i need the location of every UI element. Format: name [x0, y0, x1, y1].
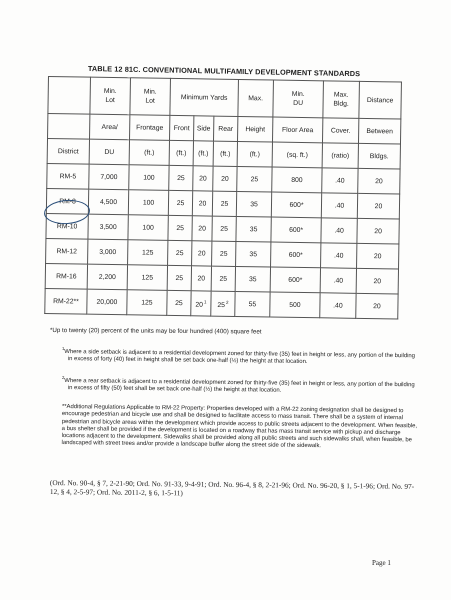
front-yard-cell: 25	[168, 240, 192, 265]
height-cell: 25	[237, 166, 272, 192]
footnote-marker: 1	[203, 299, 207, 305]
between-cell: 20	[357, 218, 399, 244]
lot-area-cell: 20,000	[87, 289, 127, 315]
front-yard-cell: 25	[169, 165, 193, 190]
table-row	[45, 288, 398, 319]
side-yard-cell: 20	[192, 241, 212, 266]
header-du: DU	[89, 139, 129, 165]
rear-yard-cell: 25	[211, 266, 235, 291]
side-yard-cell	[191, 291, 211, 316]
footnote-rm22-regulations	[61, 404, 420, 452]
footnote-paragraph	[62, 345, 420, 368]
footnote-marker: 2	[225, 299, 229, 305]
frontage-cell: 125	[127, 265, 167, 291]
rear-yard-cell: 25	[212, 191, 236, 216]
cover-cell: .40	[320, 293, 356, 319]
header-side: Side	[194, 116, 214, 141]
floor-area-cell: 800	[272, 167, 322, 193]
lot-area-cell: 4,500	[88, 189, 128, 215]
header-unit-floor: (sq. ft.)	[272, 142, 322, 168]
side-yard-cell: 20	[193, 166, 213, 191]
header-min-du: Min. DU	[273, 80, 324, 118]
footnote-text: Where a side setback is adjacent to a residential development zoned for thirty-five (35) feet in height or less, any portion of the building in excess of forty (40) feet in height shall be set back one-half (½) the height at that location.	[64, 348, 416, 366]
header-unit-frontage: (ft.)	[129, 140, 169, 166]
frontage-cell: 100	[128, 190, 168, 216]
side-yard-cell: 20	[192, 216, 212, 241]
height-cell: 35	[236, 241, 271, 267]
cover-cell: .40	[322, 168, 358, 194]
footnote-text: *Up to twenty (20) percent of the units may be four hundred (400) square feet	[49, 327, 262, 336]
district-cell: RM-22**	[45, 288, 87, 314]
between-cell: 20	[358, 168, 400, 194]
rear-yard-cell: 20	[213, 166, 237, 191]
height-cell: 55	[235, 291, 270, 317]
footnote-marker: 1	[61, 345, 65, 352]
header-max: Max.	[238, 79, 274, 117]
district-cell: RM-10	[46, 213, 88, 239]
header-cell-blank	[48, 114, 90, 140]
floor-area-cell: 600*	[271, 242, 321, 268]
footnote-paragraph	[62, 374, 420, 397]
floor-area-cell: 600*	[271, 217, 321, 243]
header-cover: Cover.	[322, 118, 358, 144]
floor-area-cell: 500	[270, 292, 320, 318]
header-area: Area/	[90, 114, 130, 140]
header-min-lot-frontage: Min. Lot	[130, 78, 171, 116]
header-row-1	[48, 77, 402, 120]
floor-area-cell: 600*	[271, 192, 321, 218]
table-title: TABLE 12 81C. CONVENTIONAL MULTIFAMILY DEVELOPMENT STANDARDS	[87, 64, 361, 79]
lot-area-cell: 2,200	[87, 264, 127, 290]
cover-cell: .40	[321, 193, 357, 219]
footnote-text: Where a rear setback is adjacent to a residential development zoned for thirty-five (35) feet in height or less, any portion of the building in excess of fifty (50) feet shall be set back one-half (½) the height at that location.	[64, 377, 415, 394]
frontage-cell: 125	[127, 290, 167, 316]
side-yard-cell: 20	[191, 266, 211, 291]
rear-yard-cell: 25	[212, 241, 236, 266]
header-frontage: Frontage	[130, 115, 170, 141]
standards-table-wrapper	[44, 76, 402, 320]
header-minimum-yards: Minimum Yards	[170, 78, 239, 116]
footnote-asterisk	[50, 327, 430, 337]
cover-cell: .40	[320, 268, 356, 294]
header-between: Between	[358, 118, 400, 144]
between-cell: 20	[357, 193, 399, 219]
header-unit-cover: (ratio)	[322, 143, 358, 169]
standards-table	[44, 76, 402, 320]
header-rear: Rear	[213, 116, 237, 141]
header-height: Height	[237, 116, 272, 142]
height-cell: 35	[236, 191, 271, 217]
footnote-2	[62, 374, 420, 397]
header-unit-rear: (ft.)	[213, 141, 237, 166]
header-district: District	[47, 139, 89, 165]
header-cell-blank	[48, 77, 91, 115]
rear-yard-cell	[211, 291, 235, 316]
height-cell: 35	[235, 266, 270, 292]
footnote-text: **Additional Regulations Applicable to RM-22 Property: Properties developed with a RM-22 zoning designation shall be designed to encourage pedestrian and bicycle use and shall be designed to facilitate access to mass transit. There shall be a system of internal pedestrian and bicycle areas within the development which provide access to public streets adjacent to the development. When feasible, a bus shelter shall be provided if the development is located on a roadway that has mass transit service with pickup and discharge locations adjacent to the development. Sidewalks shall be provided along all public streets and such sidewalks shall, when feasible, be landscaped with street trees and/or provide a landscape buffer along the street side of the sidewalk.	[61, 404, 418, 450]
frontage-cell: 125	[128, 240, 168, 266]
district-cell: RM-12	[46, 238, 88, 264]
page-number: Page 1	[372, 559, 391, 567]
district-cell: RM-5	[47, 163, 89, 189]
header-floor-area: Floor Area	[272, 117, 322, 143]
between-cell: 20	[356, 268, 398, 294]
district-cell: RM-8	[46, 188, 88, 214]
cover-cell: .40	[321, 243, 357, 269]
footnote-marker: 2	[61, 374, 65, 381]
header-unit-side: (ft.)	[193, 141, 213, 166]
between-cell: 20	[357, 243, 399, 269]
ordinance-history: (Ord. No. 90-4, § 7, 2-21-90; Ord. No. 91-33, 9-4-91; Ord. No. 96-4, § 8, 2-21-96; Ord. No. 96-20, § 1, 5-1-96; Ord. No. 97-12, § 4, 2-5-97; Ord. No. 2011-2, § 6, 1-5-11)	[49, 478, 415, 498]
frontage-cell: 100	[129, 165, 169, 191]
height-cell: 35	[236, 216, 271, 242]
header-unit-front: (ft.)	[169, 140, 193, 165]
footnote-1	[62, 345, 420, 368]
front-yard-cell: 25	[168, 190, 192, 215]
side-yard-value: 20	[195, 301, 203, 309]
frontage-cell: 100	[128, 215, 168, 241]
front-yard-cell: 25	[167, 290, 191, 315]
floor-area-cell: 600*	[270, 267, 320, 293]
front-yard-cell: 25	[168, 215, 192, 240]
rear-yard-value: 25	[217, 301, 225, 309]
lot-area-cell: 3,500	[88, 214, 128, 240]
cover-cell: .40	[321, 218, 357, 244]
header-unit-between: Bldgs.	[358, 143, 400, 169]
district-cell: RM-16	[45, 263, 87, 289]
header-unit-height: (ft.)	[237, 141, 272, 167]
header-front: Front	[170, 115, 194, 140]
side-yard-cell: 20	[192, 191, 212, 216]
header-min-lot-area: Min. Lot	[90, 77, 131, 115]
header-distance: Distance	[359, 81, 402, 119]
lot-area-cell: 7,000	[89, 164, 129, 190]
header-max-bldg: Max. Bldg.	[323, 81, 360, 119]
lot-area-cell: 3,000	[88, 239, 128, 265]
between-cell: 20	[356, 293, 398, 319]
rear-yard-cell: 25	[212, 216, 236, 241]
front-yard-cell: 25	[167, 265, 191, 290]
